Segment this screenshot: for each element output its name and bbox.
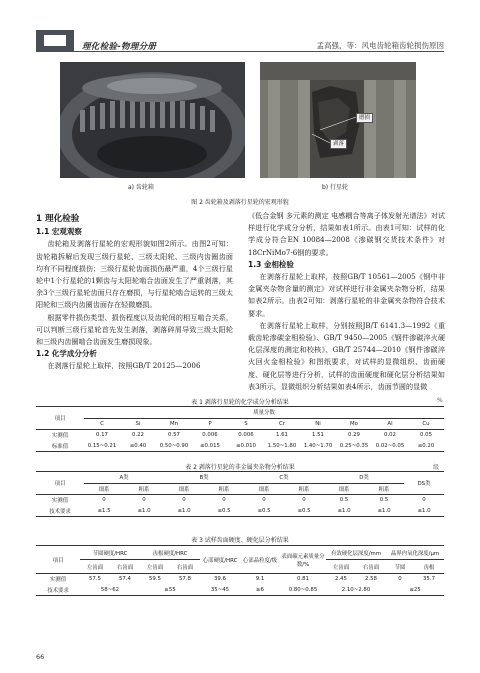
- table-inclusions: [36, 471, 444, 517]
- table-header-cell: 右齿面: [110, 560, 140, 574]
- table-cell: 59.5: [148, 576, 161, 583]
- journal-name: 理化检验-物理分册: [82, 42, 157, 52]
- paragraph: 齿轮箱及剥落行星轮的宏观形貌如图2所示。由图2可知：齿轮箱拆解后发现三级行星轮、三级太阳轮、三级内齿圈齿面均有不同程度损伤；三级行星轮齿面损伤最严重，4个三级行星轮中1个行星轮的1颗齿与太阳轮啮合齿面发生了严重剥落，其余3个三级行星轮齿面只存在磨损，与行星轮啮合运转的三级太阳轮和三级内齿圈齿面存在轻微磨损。: [36, 239, 233, 310]
- callout-pitting: 磨损: [356, 113, 373, 123]
- table-header-cell: Al: [372, 418, 408, 430]
- table-cell: ≤1.0: [124, 506, 164, 517]
- table2-unit: 级: [433, 464, 440, 471]
- table-cell: ≤0.20: [408, 441, 444, 452]
- section-heading-1-2: 1.2 化学成分分析: [36, 349, 97, 359]
- table-cell: ≤1.0: [404, 506, 444, 517]
- table1-unit: %: [437, 397, 443, 404]
- table-header-cell: Si: [120, 418, 156, 430]
- table-header-cell: B类: [164, 472, 244, 484]
- table-row-label: 实测值: [51, 498, 69, 505]
- table-header-cell: 细系: [84, 483, 124, 495]
- table-row-label: 实测值: [49, 577, 67, 584]
- table-header-cell: 心部硬度/HRC: [200, 546, 240, 574]
- table-cell: 2.10~2.80: [326, 585, 386, 596]
- table-header-cell: 齿根硬度/HRC: [140, 546, 200, 560]
- table-header-cell: 粗系: [284, 483, 324, 495]
- table-cell: 35~45: [200, 585, 240, 596]
- table-cell: ≤1.0: [364, 506, 404, 517]
- table-cell: 57.5: [88, 576, 101, 583]
- right-column: [248, 210, 445, 393]
- table-header-cell: 粗系: [124, 483, 164, 495]
- table1-caption: 表 1 剥落行星轮的化学成分分析结果: [191, 399, 289, 406]
- table-header-cell: C类: [244, 472, 324, 484]
- table-header-cell: 质量分数: [84, 407, 444, 419]
- table-row: [36, 495, 444, 506]
- table-header-cell: 左齿面: [80, 560, 110, 574]
- table-cell: 0.22: [131, 432, 144, 439]
- table-header-cell: Cu: [408, 418, 444, 430]
- table-header-cell: 节圆: [386, 560, 414, 574]
- table-cell: ≤1.0: [324, 506, 364, 517]
- table-header-cell: 晶界内氧化深度/μm: [386, 546, 444, 560]
- table-chemical-composition: [36, 406, 444, 452]
- table-cell: 57.8: [178, 576, 191, 583]
- table-header-cell: DS类: [404, 472, 444, 495]
- table-cell: 0.29: [347, 432, 360, 439]
- table-header-cell: 节圆硬度/HRC: [80, 546, 140, 560]
- table-cell: 0.81: [296, 576, 309, 583]
- gearbox-illustration: [60, 62, 245, 178]
- paragraph: 在剥落行星轮上取样，按照GB/T 20125—2006: [47, 361, 201, 371]
- table-cell: 0.006: [202, 432, 218, 439]
- table-cell: 0.5: [379, 497, 389, 504]
- table-header-cell: 右齿面: [356, 560, 386, 574]
- table-cell: 1.61: [275, 432, 288, 439]
- table-header-cell: 粗系: [364, 483, 404, 495]
- table-cell: ≤1.5: [84, 506, 124, 517]
- table-header-cell: 右齿面: [170, 560, 200, 574]
- table-cell: 1.51: [311, 432, 324, 439]
- table-cell: 0.5: [339, 497, 349, 504]
- table-header-cell: P: [192, 418, 228, 430]
- table-header-cell: S: [228, 418, 264, 430]
- table-header-cell: 项目: [36, 546, 80, 574]
- journal-logo-notch: [44, 35, 66, 46]
- table-cell: 35.7: [423, 576, 436, 583]
- table-cell: 0: [222, 497, 226, 504]
- table-row: [36, 441, 444, 452]
- table-cell: 0.02: [383, 432, 396, 439]
- figure-subcaption-b: b) 行星轮: [322, 184, 349, 191]
- table-row: [36, 430, 444, 441]
- table-cell: 0: [102, 497, 106, 504]
- table-cell: 57.4: [118, 576, 131, 583]
- table-header-cell: A类: [84, 472, 164, 484]
- table-cell: 0.05: [420, 432, 433, 439]
- section-heading-1: 1 理化检验: [36, 214, 80, 224]
- paragraph: 在剥落行星轮上取样，按照GB/T 10561—2005《钢中非金属夹杂物含量的测定》对试样进行非金属夹杂物分析，结果如表2所示。由表2可知：剥落行星轮的非金属夹杂物符合技术要求。: [248, 272, 445, 318]
- table-cell: 0: [262, 497, 266, 504]
- callout-spalling: 剥落: [330, 139, 347, 149]
- table-cell: 0.17: [95, 432, 108, 439]
- table-cell: ≤0.40: [120, 441, 156, 452]
- table-header-cell: 细系: [244, 483, 284, 495]
- table-row-label: 技术要求: [36, 585, 80, 596]
- table-cell: 0: [302, 497, 306, 504]
- table-cell: ≤0.5: [284, 506, 324, 517]
- table-row: [36, 585, 444, 596]
- table-header-cell: 粗系: [204, 483, 244, 495]
- table-cell: 58~62: [80, 585, 140, 596]
- table-header-cell: 项目: [36, 407, 84, 430]
- table-header-cell: Ni: [300, 418, 336, 430]
- paragraph: 在剥落行星轮上取样，分别按照JB/T 6141.3—1992《重载齿轮渗碳金相检验》、GB/T 9450—2005《钢件渗碳淬火硬化层深度的测定和校核》、GB/T 25744—2010《钢件渗碳淬火回火金相检验》和图纸要求，对试样的显微组织、齿面硬度、硬化层等进行分析，试样的齿面硬度和硬化层分析结果如表3所示，显微组织分析结果如表4所示，齿面节圆的显微: [248, 320, 445, 391]
- table-row: [36, 506, 444, 517]
- table-cell: 0: [142, 497, 146, 504]
- table-header-cell: 齿根: [414, 560, 444, 574]
- table-row: [36, 574, 444, 585]
- table-header-cell: 心部晶粒度/级: [240, 546, 280, 574]
- table-cell: ≤0.5: [244, 506, 284, 517]
- figure-caption: 图 2 齿轮箱及剥落行星轮的宏观形貌: [191, 199, 289, 206]
- table-header-cell: 表面碳元素质量分数/%: [280, 546, 326, 574]
- table-cell: ≤0.015: [192, 441, 228, 452]
- table-header-cell: Mn: [156, 418, 192, 430]
- table-cell: 0.02~0.05: [372, 441, 408, 452]
- table-header-cell: Mo: [336, 418, 372, 430]
- table-header-cell: 细系: [324, 483, 364, 495]
- running-title: 孟高强，等：风电齿轮箱齿轮损伤原因: [316, 41, 444, 50]
- figure-subcaption-a: a) 齿轮箱: [128, 184, 154, 191]
- table-cell: ≤0.5: [204, 506, 244, 517]
- table-cell: 0.50~0.90: [156, 441, 192, 452]
- table-cell: ≤0.010: [228, 441, 264, 452]
- table-header-cell: 有效硬化层深度/mm: [326, 546, 386, 560]
- table-cell: 0: [182, 497, 186, 504]
- table-header-cell: 项目: [36, 472, 84, 495]
- table3-caption: 表 3 试样齿面硬度、硬化层分析结果: [191, 537, 289, 544]
- left-column: [36, 210, 233, 373]
- table-cell: 2.45: [334, 576, 347, 583]
- table-cell: 0.006: [238, 432, 254, 439]
- table-cell: ≥55: [140, 585, 200, 596]
- table-cell: 0.80~0.85: [280, 585, 326, 596]
- table-header-cell: 细系: [164, 483, 204, 495]
- paragraph: 《低合金钢 多元素的测定 电感耦合等离子体发射光谱法》对试样进行化学成分分析，结果如表1所示。由表1可知：试样的化学成分符合EN 10084—2008《渗碳钢交货技术条件》对18CrNiMo7-6钢的要求。: [248, 211, 445, 257]
- callout-leader-lines: [300, 112, 360, 152]
- table-row-label: 实测值: [51, 433, 69, 440]
- table-cell: 0.25~0.35: [336, 441, 372, 452]
- table-cell: 0: [422, 497, 426, 504]
- table-header-cell: 左齿面: [140, 560, 170, 574]
- table-cell: 9.1: [255, 576, 265, 583]
- table-cell: 1.40~1.70: [300, 441, 336, 452]
- gearbox-photo: [60, 62, 245, 178]
- table-cell: ≤25: [386, 585, 444, 596]
- table-header-cell: D类: [324, 472, 404, 484]
- table-cell: 0.57: [167, 432, 180, 439]
- page-number: 66: [36, 653, 45, 661]
- table-cell: ≤1.0: [164, 506, 204, 517]
- table-hardness: [36, 545, 444, 596]
- table-header-cell: C: [84, 418, 120, 430]
- table-header-cell: Cr: [264, 418, 300, 430]
- table-row-label: 标准值: [36, 441, 84, 452]
- table-cell: 0: [398, 576, 402, 583]
- section-heading-1-3: 1.3 金相检验: [248, 259, 294, 269]
- section-heading-1-1: 1.1 宏观观察: [36, 227, 82, 237]
- table2-caption: 表 2 剥落行星轮的非金属夹杂物分析结果: [185, 464, 295, 471]
- table-cell: 39.6: [213, 576, 226, 583]
- table-cell: 0.15~0.21: [84, 441, 120, 452]
- table-row-label: 技术要求: [36, 506, 84, 517]
- table-header-cell: 左齿面: [326, 560, 356, 574]
- table-cell: 1.50~1.80: [264, 441, 300, 452]
- table-cell: ≥6: [240, 585, 280, 596]
- paragraph: 根据零件损伤类型、损伤程度以及齿轮间的相互啮合关系，可以判断三级行星轮首先发生剥落，剥落碎屑导致三级太阳轮和三级内齿圈啮合齿面发生磨损现象。: [36, 312, 233, 347]
- table-cell: 2.58: [364, 576, 377, 583]
